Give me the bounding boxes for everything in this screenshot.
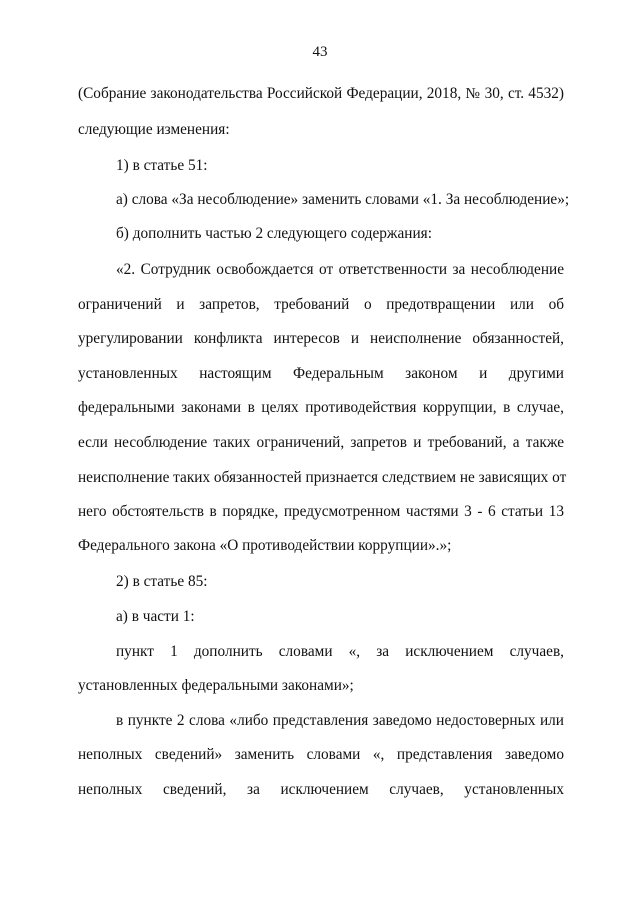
text-line-point-2-cont-2: неполных сведений, за исключением случаев, установленных: [78, 781, 564, 798]
text-line-article-85: 2) в статье 85:: [116, 573, 208, 590]
text-line-quote-6: если несоблюдение таких ограничений, запретов и требований, а также: [78, 434, 564, 451]
page-number: 43: [312, 44, 328, 60]
text-line-quote-8: него обстоятельств в порядке, предусмотренном частями 3 - 6 статьи 13: [78, 503, 564, 520]
text-line-point-1: пункт 1 дополнить словами «, за исключением случаев,: [116, 643, 564, 660]
text-line-quote-2: ограничений и запретов, требований о предотвращении или об: [78, 296, 564, 313]
text-line-quote-3: урегулировании конфликта интересов и неисполнение обязанностей,: [78, 330, 564, 347]
text-line-changes: следующие изменения:: [78, 121, 230, 138]
text-line-quote-1: «2. Сотрудник освобождается от ответственности за несоблюдение: [116, 261, 564, 278]
text-line-point-2-cont-1: неполных сведений» заменить словами «, представления заведомо: [78, 746, 564, 763]
text-line-part-1: а) в части 1:: [116, 608, 195, 625]
text-line-quote-9: Федерального закона «О противодействии коррупции».»;: [78, 537, 452, 554]
text-line-quote-4: установленных настоящим Федеральным законом и другими: [78, 365, 564, 382]
text-line-item-a: а) слова «За несоблюдение» заменить словами «1. За несоблюдение»;: [116, 191, 570, 208]
text-line-point-1-cont: установленных федеральными законами»;: [78, 677, 354, 694]
text-line-citation: (Собрание законодательства Российской Федерации, 2018, № 30, ст. 4532): [78, 85, 564, 102]
text-line-quote-5: федеральными законами в целях противодействия коррупции, в случае,: [78, 399, 564, 416]
text-line-quote-7: неисполнение таких обязанностей признается следствием не зависящих от: [78, 469, 567, 486]
text-line-article-51: 1) в статье 51:: [116, 157, 208, 174]
text-line-item-b: б) дополнить частью 2 следующего содержания:: [116, 225, 432, 242]
text-line-point-2: в пункте 2 слова «либо представления заведомо недостоверных или: [116, 712, 564, 729]
